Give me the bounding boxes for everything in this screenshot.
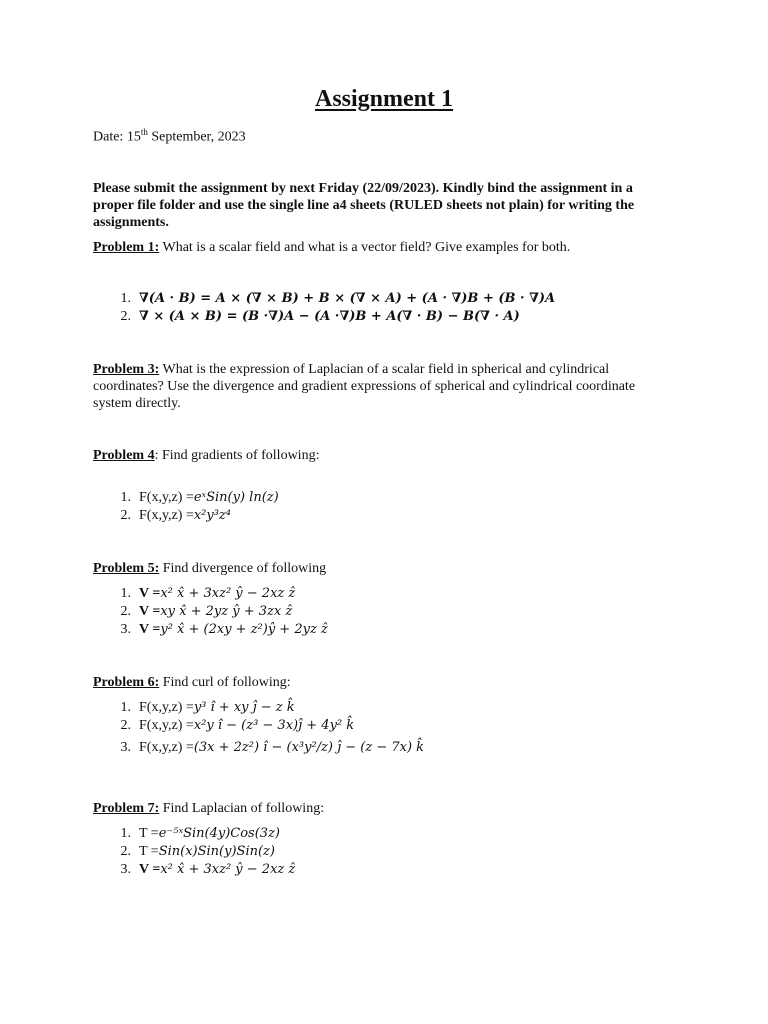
problem-5-list xyxy=(93,585,328,639)
submission-notice: Please submit the assignment by next Friday (22/09/2023). Kindly bind the assignment in a proper file folder and use the single line a4 sheets (RULED sheets not plain) for writing the assignments. xyxy=(93,181,635,230)
list-item xyxy=(93,717,424,735)
list-item xyxy=(93,825,295,843)
problem-5 xyxy=(93,560,653,577)
equation: ∇ × (𝑨 × 𝑩) = (𝑩 ·∇)𝑨 − (𝑨 ·∇)𝑩 + 𝑨(∇ · 𝑩) − 𝑩(∇ · 𝑨) xyxy=(139,309,520,324)
item-number: 2. xyxy=(120,508,131,523)
date-prefix: Date: 15 xyxy=(93,129,141,145)
list-item xyxy=(93,489,279,507)
list-item xyxy=(93,843,295,861)
item-lhs: F(x,y,z) = xyxy=(139,490,194,505)
problem-3-label: Problem 3: xyxy=(93,362,160,377)
item-lhs: F(x,y,z) = xyxy=(139,718,194,733)
item-number: 1. xyxy=(120,291,131,306)
page-title xyxy=(0,86,768,113)
problem-2-list xyxy=(93,290,555,326)
equation: xy x̂ + 2yz ŷ + 3zx ẑ xyxy=(160,604,293,619)
item-lhs: F(x,y,z) = xyxy=(139,700,194,715)
problem-5-label: Problem 5: xyxy=(93,561,160,576)
item-lhs: V = xyxy=(139,604,161,619)
problem-3 xyxy=(93,361,653,412)
item-lhs: F(x,y,z) = xyxy=(139,740,194,755)
equation: (3x + 2z²) î − (x³y²/z) ĵ − (z − 7x) k̂ xyxy=(193,740,425,755)
title-text: Assignment 1 xyxy=(314,86,453,112)
item-number: 1. xyxy=(120,490,131,505)
list-item xyxy=(93,308,555,326)
problem-4 xyxy=(93,447,653,464)
problem-5-text: Find divergence of following xyxy=(159,561,327,576)
problem-4-label: Problem 4 xyxy=(93,448,155,463)
equation: y² x̂ + (2xy + z²)ŷ + 2yz ẑ xyxy=(160,622,328,637)
item-number: 2. xyxy=(120,718,131,733)
list-item xyxy=(93,603,328,621)
item-number: 1. xyxy=(120,700,131,715)
problem-6-list xyxy=(93,699,424,761)
list-item xyxy=(93,621,328,639)
list-item xyxy=(93,699,424,717)
equation: Sin(x)Sin(y)Sin(z) xyxy=(158,844,275,859)
problem-4-text: : Find gradients of following: xyxy=(154,448,320,463)
item-lhs: T = xyxy=(139,844,159,859)
item-number: 3. xyxy=(120,862,131,877)
problem-7-list xyxy=(93,825,295,879)
item-lhs: T = xyxy=(139,826,159,841)
list-item xyxy=(93,290,555,308)
item-lhs: V = xyxy=(139,586,161,601)
list-item xyxy=(93,735,424,761)
equation: x²y³z⁴ xyxy=(193,508,231,523)
item-lhs: V = xyxy=(139,622,161,637)
equation: x² x̂ + 3xz² ŷ − 2xz ẑ xyxy=(160,862,296,877)
problem-6-text: Find curl of following: xyxy=(159,675,291,690)
item-number: 1. xyxy=(120,826,131,841)
item-number: 3. xyxy=(120,622,131,637)
equation: x²y î − (z³ − 3x)ĵ + 4y² k̂ xyxy=(193,718,355,733)
date-line xyxy=(93,127,246,146)
item-number: 2. xyxy=(120,844,131,859)
item-number: 2. xyxy=(120,309,131,324)
equation: ∇(𝑨 · 𝑩) = 𝑨 × (∇ × 𝑩) + 𝑩 × (∇ × 𝑨) + (𝑨 · ∇)𝑩 + (𝑩 · ∇)𝑨 xyxy=(139,291,556,306)
problem-6 xyxy=(93,674,653,691)
item-number: 2. xyxy=(120,604,131,619)
date-suffix: September, 2023 xyxy=(147,129,246,145)
item-lhs: F(x,y,z) = xyxy=(139,508,194,523)
item-lhs: V = xyxy=(139,862,161,877)
equation: eˣSin(y) ln(z) xyxy=(193,490,279,505)
item-number: 3. xyxy=(120,740,131,755)
problem-7-label: Problem 7: xyxy=(93,801,160,816)
problem-7 xyxy=(93,800,653,817)
problem-6-label: Problem 6: xyxy=(93,675,160,690)
equation: e⁻⁵ˣSin(4y)Cos(3z) xyxy=(158,826,280,841)
equation: y³ î + xy ĵ − z k̂ xyxy=(193,700,295,715)
list-item xyxy=(93,585,328,603)
problem-3-text: What is the expression of Laplacian of a scalar field in spherical and cylindrical coordinates? Use the divergence and gradient expressions of spherical and cylindrical coordinate system directly. xyxy=(93,362,636,411)
problem-1-text: What is a scalar field and what is a vector field? Give examples for both. xyxy=(159,240,571,255)
problem-4-list xyxy=(93,489,279,525)
date-superscript: th xyxy=(140,127,148,137)
equation: x² x̂ + 3xz² ŷ − 2xz ẑ xyxy=(160,586,296,601)
list-item xyxy=(93,861,295,879)
list-item xyxy=(93,507,279,525)
problem-7-text: Find Laplacian of following: xyxy=(159,801,325,816)
problem-1-label: Problem 1: xyxy=(93,240,160,255)
problem-1 xyxy=(93,239,653,256)
item-number: 1. xyxy=(120,586,131,601)
